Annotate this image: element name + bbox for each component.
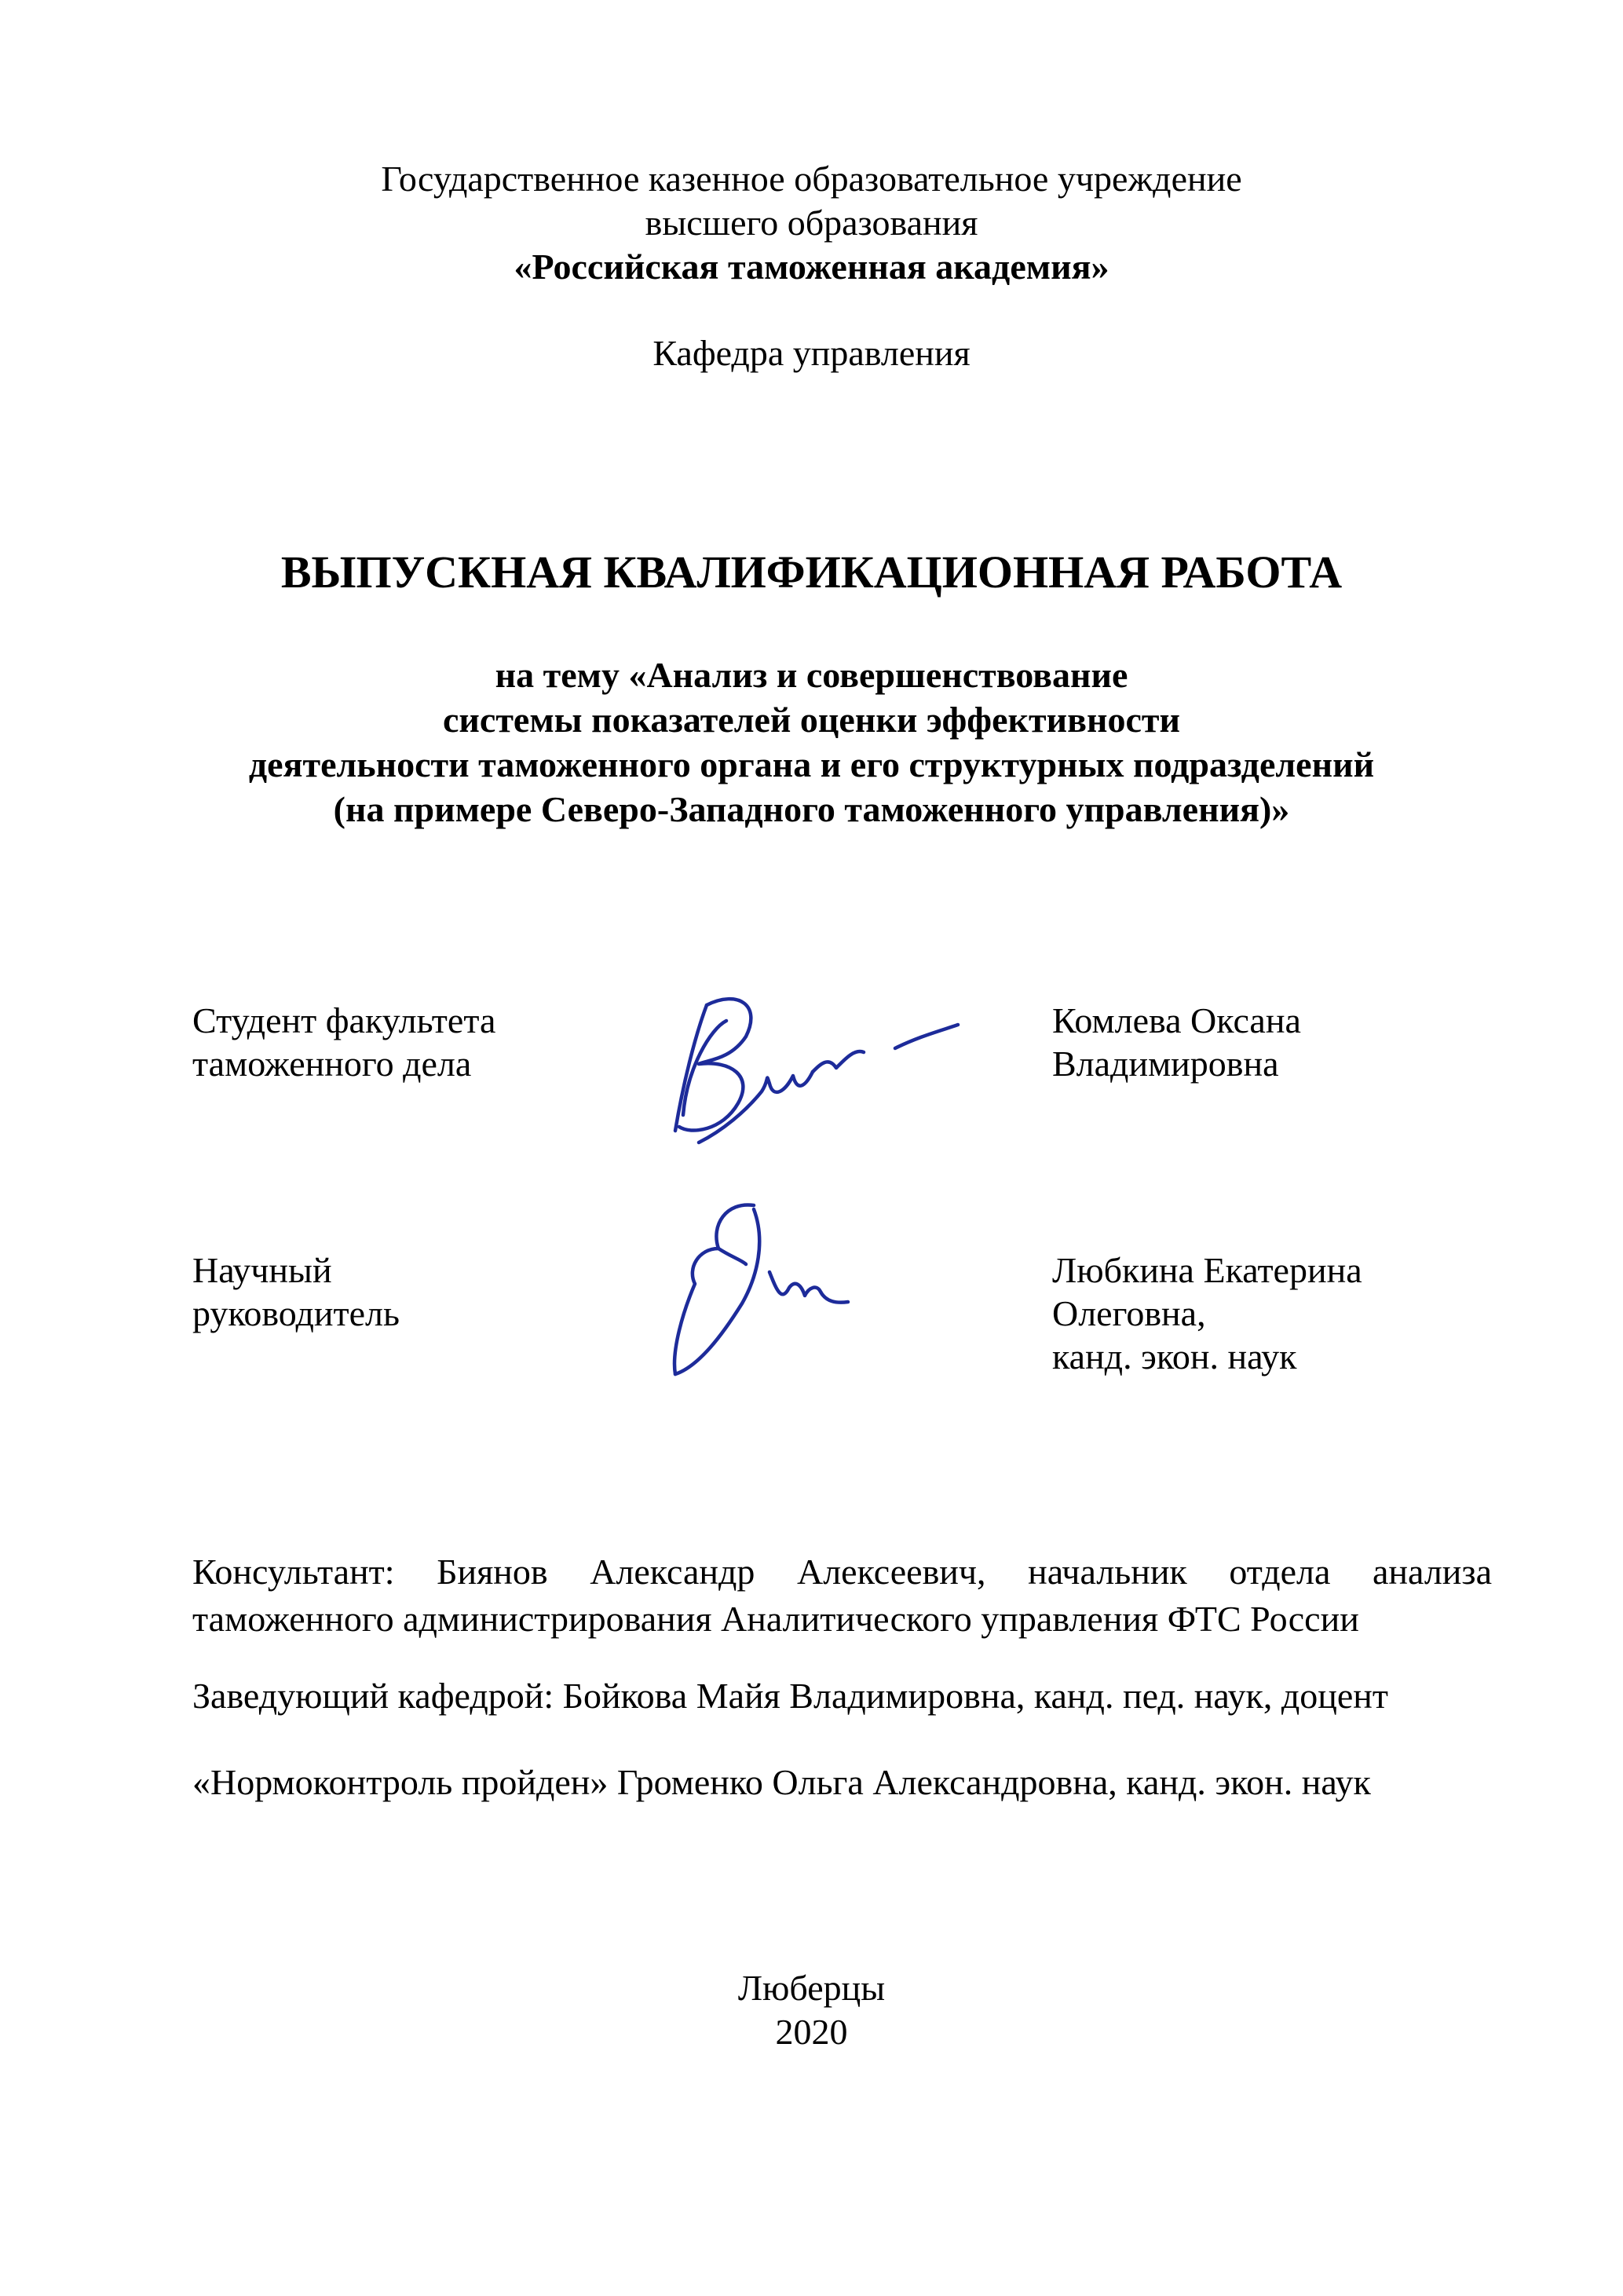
institution-line-2: высшего образования	[645, 203, 978, 243]
student-role-line-1: Студент факультета	[192, 1000, 496, 1040]
student-role-line-2: таможенного дела	[192, 1044, 472, 1084]
topic-line-1: на тему «Анализ и совершенствование	[495, 655, 1128, 695]
institution-name: «Российская таможенная академия»	[514, 247, 1109, 287]
norm-control-line: «Нормоконтроль пройден» Громенко Ольга Александровна, канд. экон. наук	[192, 1762, 1371, 1802]
head-of-department-line: Заведующий кафедрой: Бойкова Майя Владимировна, канд. пед. наук, доцент	[192, 1676, 1388, 1716]
topic-line-3: деятельности таможенного органа и его структурных подразделений	[248, 744, 1375, 784]
supervisor-degree: канд. экон. наук	[1052, 1336, 1297, 1377]
supervisor-role-line-1: Научный	[192, 1250, 332, 1290]
supervisor-role-line-2: руководитель	[192, 1293, 400, 1333]
city: Люберцы	[737, 1968, 886, 2008]
supervisor-name-line-2: Олеговна,	[1052, 1293, 1206, 1333]
department-name: Кафедра управления	[652, 333, 971, 373]
topic-line-4: (на примере Северо-Западного таможенного управления)»	[333, 789, 1290, 829]
topic-line-2: системы показателей оценки эффективности	[442, 700, 1181, 740]
thesis-type-title: ВЫПУСКНАЯ КВАЛИФИКАЦИОННАЯ РАБОТА	[280, 547, 1343, 598]
supervisor-name-line-1: Любкина Екатерина	[1052, 1250, 1362, 1290]
institution-line-1: Государственное казенное образовательное учреждение	[381, 159, 1242, 199]
supervisor-signature	[652, 1194, 887, 1390]
year: 2020	[775, 2012, 848, 2052]
student-name-line-1: Комлева Оксана	[1052, 1000, 1301, 1040]
student-signature	[652, 974, 966, 1178]
student-name-line-2: Владимировна	[1052, 1044, 1279, 1084]
consultant-line: Консультант: Биянов Александр Алексеевич, начальник отдела анализа таможенного администрирования Аналитического управления ФТС России	[192, 1552, 1492, 1639]
